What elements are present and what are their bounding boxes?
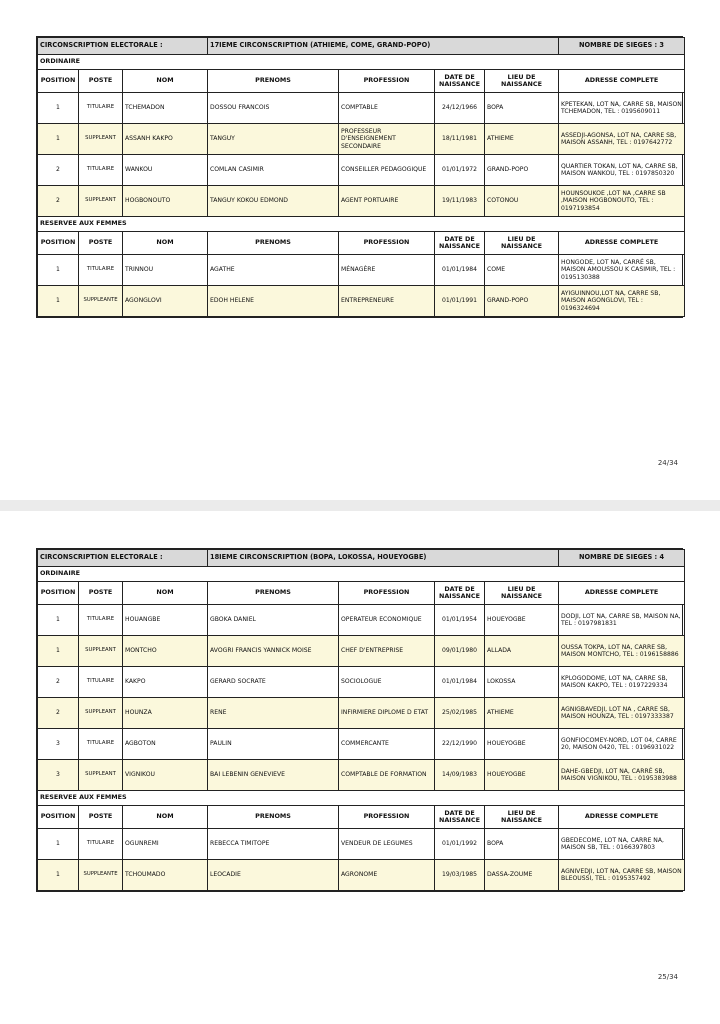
adresse-cell: OUSSA TOKPA, LOT NA, CARRE SB, MAISON MONTCHO, TEL : 0196158886 (559, 636, 685, 667)
column-header: ADRESSE COMPLETE (559, 582, 685, 605)
candidate-table-sheet (36, 548, 683, 892)
column-header-row (38, 806, 685, 829)
nom-cell: WANKOU (123, 155, 208, 186)
profession-cell: MÉNAGÈRE (339, 255, 435, 286)
lieu-cell: HOUEYOGBE (485, 605, 559, 636)
profession-cell: AGRONOME (339, 860, 435, 891)
candidate-row (38, 636, 685, 667)
column-header: NOM (123, 582, 208, 605)
column-header: NOM (123, 232, 208, 255)
lieu-cell: ATHIEME (485, 124, 559, 155)
date-cell: 25/02/1985 (435, 698, 485, 729)
position-cell: 1 (38, 93, 79, 124)
profession-cell: OPERATEUR ECONOMIQUE (339, 605, 435, 636)
profession-cell: ENTREPRENEURE (339, 286, 435, 317)
poste-cell: SUPPLEANT (79, 760, 123, 791)
position-cell: 3 (38, 729, 79, 760)
candidate-row (38, 255, 685, 286)
date-cell: 01/01/1972 (435, 155, 485, 186)
poste-cell: SUPPLEANT (79, 186, 123, 217)
prenoms-cell: GBOKA DANIEL (208, 605, 339, 636)
adresse-cell: DAHE-GBEDJI, LOT NA, CARRÉ SB, MAISON VIGNIKOU, TEL : 0195383988 (559, 760, 685, 791)
prenoms-cell: REBECCA TIMITOPE (208, 829, 339, 860)
candidate-row (38, 667, 685, 698)
column-header: PRENOMS (208, 70, 339, 93)
nom-cell: HOUNZA (123, 698, 208, 729)
candidate-row (38, 286, 685, 317)
circonscription-header (38, 38, 685, 55)
date-cell: 19/03/1985 (435, 860, 485, 891)
column-header: POSITION (38, 582, 79, 605)
poste-cell: SUPPLEANT (79, 636, 123, 667)
date-cell: 18/11/1981 (435, 124, 485, 155)
section-label: RESERVEE AUX FEMMES (38, 791, 685, 806)
nom-cell: AGONGLOVI (123, 286, 208, 317)
candidate-row (38, 760, 685, 791)
adresse-cell: GBEDECOME, LOT NA, CARRE NA, MAISON SB, TEL : 0166397803 (559, 829, 685, 860)
candidate-table-sheet (36, 36, 683, 318)
document-page-25 (0, 511, 720, 1011)
candidate-row (38, 124, 685, 155)
candidate-table (37, 549, 685, 891)
adresse-cell: KPLOGODOME, LOT NA, CARRE SB, MAISON KAKPO, TEL : 0197229334 (559, 667, 685, 698)
candidate-row (38, 605, 685, 636)
profession-cell: PROFESSEUR D'ENSEIGNEMENT SECONDAIRE (339, 124, 435, 155)
profession-cell: COMPTABLE DE FORMATION (339, 760, 435, 791)
position-cell: 1 (38, 286, 79, 317)
column-header: DATE DE NAISSANCE (435, 70, 485, 93)
date-cell: 24/12/1966 (435, 93, 485, 124)
lieu-cell: ATHIEME (485, 698, 559, 729)
nom-cell: TCHOUMADO (123, 860, 208, 891)
seats-count: NOMBRE DE SIEGES : 3 (559, 38, 685, 55)
adresse-cell: GONFIOCOMEY-NORD, LOT 04, CARRE 20, MAISON 0420, TEL : 0196931022 (559, 729, 685, 760)
nom-cell: ASSANH KAKPO (123, 124, 208, 155)
lieu-cell: COTONOU (485, 186, 559, 217)
circonscription-name: 17IEME CIRCONSCRIPTION (ATHIEME, COME, GRAND-POPO) (208, 38, 559, 55)
candidate-row (38, 729, 685, 760)
position-cell: 1 (38, 124, 79, 155)
profession-cell: CONSEILLER PEDAGOGIQUE (339, 155, 435, 186)
section-label: RESERVEE AUX FEMMES (38, 217, 685, 232)
circonscription-label: CIRCONSCRIPTION ELECTORALE : (38, 38, 208, 55)
nom-cell: VIGNIKOU (123, 760, 208, 791)
prenoms-cell: LEOCADIE (208, 860, 339, 891)
column-header: ADRESSE COMPLETE (559, 806, 685, 829)
lieu-cell: GRAND-POPO (485, 286, 559, 317)
position-cell: 1 (38, 255, 79, 286)
prenoms-cell: COMLAN CASIMIR (208, 155, 339, 186)
lieu-cell: HOUEYOGBE (485, 729, 559, 760)
poste-cell: SUPPLEANT (79, 124, 123, 155)
page-number: 24/34 (657, 459, 678, 467)
adresse-cell: AGNIVEDJI, LOT NA, CARRE SB, MAISON BLEOUSSI, TEL : 0195357492 (559, 860, 685, 891)
date-cell: 01/01/1992 (435, 829, 485, 860)
column-header-row (38, 232, 685, 255)
position-cell: 1 (38, 829, 79, 860)
nom-cell: HOGBONOUTO (123, 186, 208, 217)
column-header: LIEU DE NAISSANCE (485, 232, 559, 255)
date-cell: 22/12/1990 (435, 729, 485, 760)
column-header: ADRESSE COMPLETE (559, 232, 685, 255)
poste-cell: SUPPLEANTE (79, 286, 123, 317)
nom-cell: KAKPO (123, 667, 208, 698)
nom-cell: HOUANGBE (123, 605, 208, 636)
column-header: NOM (123, 806, 208, 829)
candidate-row (38, 860, 685, 891)
poste-cell: TITULAIRE (79, 605, 123, 636)
candidate-row (38, 155, 685, 186)
column-header: DATE DE NAISSANCE (435, 232, 485, 255)
column-header: DATE DE NAISSANCE (435, 806, 485, 829)
poste-cell: TITULAIRE (79, 829, 123, 860)
prenoms-cell: DOSSOU FRANCOIS (208, 93, 339, 124)
column-header: ADRESSE COMPLETE (559, 70, 685, 93)
column-header: PRENOMS (208, 232, 339, 255)
candidate-row (38, 186, 685, 217)
nom-cell: AGBOTON (123, 729, 208, 760)
circonscription-label: CIRCONSCRIPTION ELECTORALE : (38, 550, 208, 567)
lieu-cell: HOUEYOGBE (485, 760, 559, 791)
nom-cell: TCHEMADON (123, 93, 208, 124)
prenoms-cell: AVOGRI FRANCIS YANNICK MOISE (208, 636, 339, 667)
profession-cell: SOCIOLOGUE (339, 667, 435, 698)
date-cell: 01/01/1991 (435, 286, 485, 317)
adresse-cell: HONGODE, LOT NA, CARRÉ SB, MAISON AMOUSSOU K CASIMIR, TEL : 0195130388 (559, 255, 685, 286)
adresse-cell: ASSEDJI-AGONSA, LOT NA, CARRE SB, MAISON ASSANH, TEL : 0197642772 (559, 124, 685, 155)
position-cell: 1 (38, 605, 79, 636)
adresse-cell: DODJI, LOT NA, CARRE SB, MAISON NA, TEL : 0197981831 (559, 605, 685, 636)
profession-cell: AGENT PORTUAIRE (339, 186, 435, 217)
lieu-cell: LOKOSSA (485, 667, 559, 698)
position-cell: 2 (38, 698, 79, 729)
profession-cell: CHEF D'ENTREPRISE (339, 636, 435, 667)
prenoms-cell: TANGUY KOKOU EDMOND (208, 186, 339, 217)
candidate-table (37, 37, 685, 317)
nom-cell: TRINNOU (123, 255, 208, 286)
column-header: NOM (123, 70, 208, 93)
prenoms-cell: EDOH HELENE (208, 286, 339, 317)
profession-cell: VENDEUR DE LEGUMES (339, 829, 435, 860)
seats-count: NOMBRE DE SIEGES : 4 (559, 550, 685, 567)
page-separator (0, 500, 720, 511)
position-cell: 1 (38, 860, 79, 891)
column-header: POSTE (79, 582, 123, 605)
reservee-femmes-section-title (38, 791, 685, 806)
column-header: PROFESSION (339, 806, 435, 829)
column-header: POSTE (79, 232, 123, 255)
reservee-femmes-section-title (38, 217, 685, 232)
position-cell: 2 (38, 667, 79, 698)
position-cell: 2 (38, 155, 79, 186)
prenoms-cell: RENE (208, 698, 339, 729)
column-header-row (38, 582, 685, 605)
column-header: POSITION (38, 70, 79, 93)
column-header: PROFESSION (339, 70, 435, 93)
adresse-cell: QUARTIER TOKAN, LOT NA, CARRE SB, MAISON WANKOU, TEL : 0197850320 (559, 155, 685, 186)
prenoms-cell: AGATHE (208, 255, 339, 286)
column-header: POSTE (79, 806, 123, 829)
section-label: ORDINAIRE (38, 55, 685, 70)
lieu-cell: ALLADA (485, 636, 559, 667)
poste-cell: TITULAIRE (79, 155, 123, 186)
candidate-row (38, 829, 685, 860)
column-header: POSITION (38, 232, 79, 255)
column-header: PROFESSION (339, 582, 435, 605)
poste-cell: TITULAIRE (79, 729, 123, 760)
prenoms-cell: GERARD SOCRATE (208, 667, 339, 698)
column-header: PRENOMS (208, 806, 339, 829)
position-cell: 1 (38, 636, 79, 667)
column-header: DATE DE NAISSANCE (435, 582, 485, 605)
lieu-cell: BOPA (485, 829, 559, 860)
poste-cell: TITULAIRE (79, 667, 123, 698)
poste-cell: TITULAIRE (79, 255, 123, 286)
poste-cell: TITULAIRE (79, 93, 123, 124)
ordinaire-section-title (38, 567, 685, 582)
adresse-cell: KPETEKAN, LOT NA, CARRE SB, MAISON TCHEMADON, TEL : 0195609011 (559, 93, 685, 124)
column-header: POSITION (38, 806, 79, 829)
column-header: LIEU DE NAISSANCE (485, 806, 559, 829)
ordinaire-section-title (38, 55, 685, 70)
profession-cell: INFIRMIERE DIPLOME D ETAT (339, 698, 435, 729)
date-cell: 01/01/1984 (435, 255, 485, 286)
column-header: PRENOMS (208, 582, 339, 605)
section-label: ORDINAIRE (38, 567, 685, 582)
column-header: LIEU DE NAISSANCE (485, 70, 559, 93)
profession-cell: COMMERCANTE (339, 729, 435, 760)
candidate-row (38, 93, 685, 124)
column-header: LIEU DE NAISSANCE (485, 582, 559, 605)
adresse-cell: HOUNSOUKOE ,LOT NA ,CARRE SB ,MAISON HOGBONOUTO, TEL : 0197193854 (559, 186, 685, 217)
position-cell: 3 (38, 760, 79, 791)
circonscription-name: 18IEME CIRCONSCRIPTION (BOPA, LOKOSSA, HOUEYOGBE) (208, 550, 559, 567)
lieu-cell: GRAND-POPO (485, 155, 559, 186)
lieu-cell: BOPA (485, 93, 559, 124)
date-cell: 14/09/1983 (435, 760, 485, 791)
date-cell: 01/01/1954 (435, 605, 485, 636)
column-header: POSTE (79, 70, 123, 93)
prenoms-cell: TANGUY (208, 124, 339, 155)
profession-cell: COMPTABLE (339, 93, 435, 124)
nom-cell: OGUNREMI (123, 829, 208, 860)
nom-cell: MONTCHO (123, 636, 208, 667)
adresse-cell: AYIGUINNOU,LOT NA, CARRE SB, MAISON AGONGLOVI, TEL : 0196324694 (559, 286, 685, 317)
column-header: PROFESSION (339, 232, 435, 255)
prenoms-cell: BAI LEBENIN GENEVIEVE (208, 760, 339, 791)
poste-cell: SUPPLEANTE (79, 860, 123, 891)
page-number: 25/34 (657, 973, 678, 981)
poste-cell: SUPPLEANT (79, 698, 123, 729)
lieu-cell: DASSA-ZOUME (485, 860, 559, 891)
adresse-cell: AGNIGBAVEDJI, LOT NA , CARRE SB, MAISON HOUNZA, TEL : 0197333387 (559, 698, 685, 729)
date-cell: 19/11/1983 (435, 186, 485, 217)
lieu-cell: COME (485, 255, 559, 286)
candidate-row (38, 698, 685, 729)
document-page-24 (0, 0, 720, 500)
date-cell: 01/01/1984 (435, 667, 485, 698)
date-cell: 09/01/1980 (435, 636, 485, 667)
circonscription-header (38, 550, 685, 567)
position-cell: 2 (38, 186, 79, 217)
prenoms-cell: PAULIN (208, 729, 339, 760)
column-header-row (38, 70, 685, 93)
